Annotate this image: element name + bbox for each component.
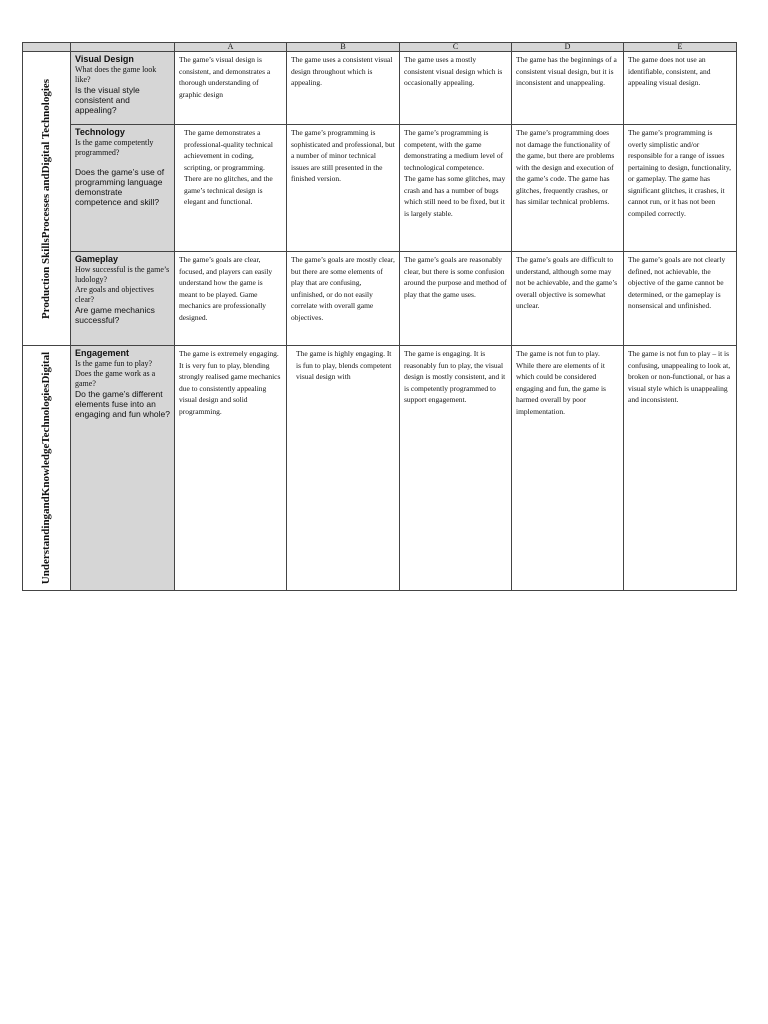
criterion-gameplay (71, 252, 175, 346)
criterion-row-engagement (23, 346, 737, 591)
grade-header-a: A (175, 43, 287, 52)
criterion-row-technology (23, 125, 737, 252)
grade-header-e: E (624, 43, 737, 52)
criterion-title: Gameplay (75, 254, 119, 264)
criterion-question: Is the visual style consistent and appealing? (75, 85, 140, 115)
grade-header-c: C (400, 43, 512, 52)
descriptor-cell: The game’s programming does not damage the functionality of the game, but there are problems with the design and execution of the game’s code. The game has glitches, frequently crashes, or has similar technical problems. (512, 125, 624, 252)
descriptor-cell: The game is not fun to play – it is confusing, unappealing to look at, broken or non-functional, or has a visual style which is unappealing and inconsistent. (624, 346, 737, 591)
criterion-title: Visual Design (75, 54, 134, 64)
descriptor-cell: The game has the beginnings of a consistent visual design, but it is inconsistent and unappealing. (512, 52, 624, 125)
descriptor-cell: The game’s programming is sophisticated and professional, but a number of minor technical issues are still presented in the finished version. (287, 125, 400, 252)
header-blank-criteria (71, 43, 175, 52)
criterion-row-gameplay (23, 252, 737, 346)
domain-production (23, 52, 71, 346)
criterion-question: Are goals and objectives clear? (75, 285, 154, 304)
descriptor-cell-text: The game is highly engaging. It is fun to play, blends competent visual design with (296, 349, 392, 381)
criterion-question: Does the game work as a game? (75, 369, 156, 388)
descriptor-cell: The game is engaging. It is reasonably fun to play, the visual design is mostly consistent, and it is competently programmed to support engagement. (400, 346, 512, 591)
descriptor-cell: The game does not use an identifiable, consistent, and appealing visual design. (624, 52, 737, 125)
domain-understanding-label: UnderstandingandKnowledgeTechnologiesDigital (40, 351, 53, 585)
descriptor-cell: The game demonstrates a professional-quality technical achievement in coding, scripting, or programming. There are no glitches, and the game’s technical design is elegant and functional. (175, 125, 287, 252)
criterion-engagement (71, 346, 175, 591)
descriptor-cell: The game uses a consistent visual design throughout which is appealing. (287, 52, 400, 125)
grade-header-b: B (287, 43, 400, 52)
criterion-title: Technology (75, 127, 125, 137)
criterion-row-visual-design (23, 52, 737, 125)
criterion-title: Engagement (75, 348, 130, 358)
descriptor-cell: The game’s goals are difficult to understand, although some may not be achievable, and the game’s overall objective is somewhat unclear. (512, 252, 624, 346)
header-blank-domain (23, 43, 71, 52)
grade-header-d: D (512, 43, 624, 52)
descriptor-cell: The game’s goals are mostly clear, but there are some elements of play that are confusing, unfinished, or do not easily correlate with overall game objectives. (287, 252, 400, 346)
descriptor-cell: The game uses a mostly consistent visual design which is occasionally appealing. (400, 52, 512, 125)
domain-understanding (23, 346, 71, 591)
criterion-question: Is the game fun to play? (75, 359, 153, 368)
criterion-question: Do the game’s different elements fuse into an engaging and fun whole? (75, 389, 170, 419)
grade-header-row (23, 43, 737, 52)
descriptor-cell (287, 346, 400, 591)
domain-production-label: Production SkillsProcesses andDigital Technologies (40, 78, 53, 319)
descriptor-cell: The game’s goals are reasonably clear, but there is some confusion around the purpose and method of play that the game uses. (400, 252, 512, 346)
descriptor-cell: The game’s programming is overly simplistic and/or responsible for a range of issues pertaining to design, functionality, or gameplay. The game has significant glitches, it crashes, it cannot run, or it has not been compiled correctly. (624, 125, 737, 252)
rubric-table (22, 42, 736, 593)
descriptor-cell: The game’s visual design is consistent, and demonstrates a thorough understanding of graphic design (175, 52, 287, 125)
descriptor-cell: The game is extremely engaging. It is very fun to play, blending strongly realised game mechanics due to consistently appealing visual design and solid programming. (175, 346, 287, 591)
criterion-question: How successful is the game’s ludology? (75, 265, 170, 284)
criterion-question: What does the game look like? (75, 65, 157, 84)
criterion-technology (71, 125, 175, 252)
criterion-question: Is the game competently programmed? (75, 138, 154, 157)
descriptor-cell: The game is not fun to play. While there are elements of it which could be considered engaging and fun, the game is harmed overall by poor implementation. (512, 346, 624, 591)
criterion-question: Are game mechanics successful? (75, 305, 155, 325)
descriptor-cell: The game’s goals are not clearly defined, not achievable, the objective of the game cannot be determined, or the gameplay is nonsensical and unfinished. (624, 252, 737, 346)
criterion-question: Does the game’s use of programming language demonstrate competence and skill? (75, 167, 165, 207)
descriptor-cell: The game’s programming is competent, with the game demonstrating a medium level of technological competence. The game has some glitches, may crash and has a number of bugs which still need to be fixed, but it is largely stable. (400, 125, 512, 252)
descriptor-cell: The game’s goals are clear, focused, and players can easily understand how the game is meant to be played. Game mechanics are professionally designed. (175, 252, 287, 346)
criterion-visual-design (71, 52, 175, 125)
